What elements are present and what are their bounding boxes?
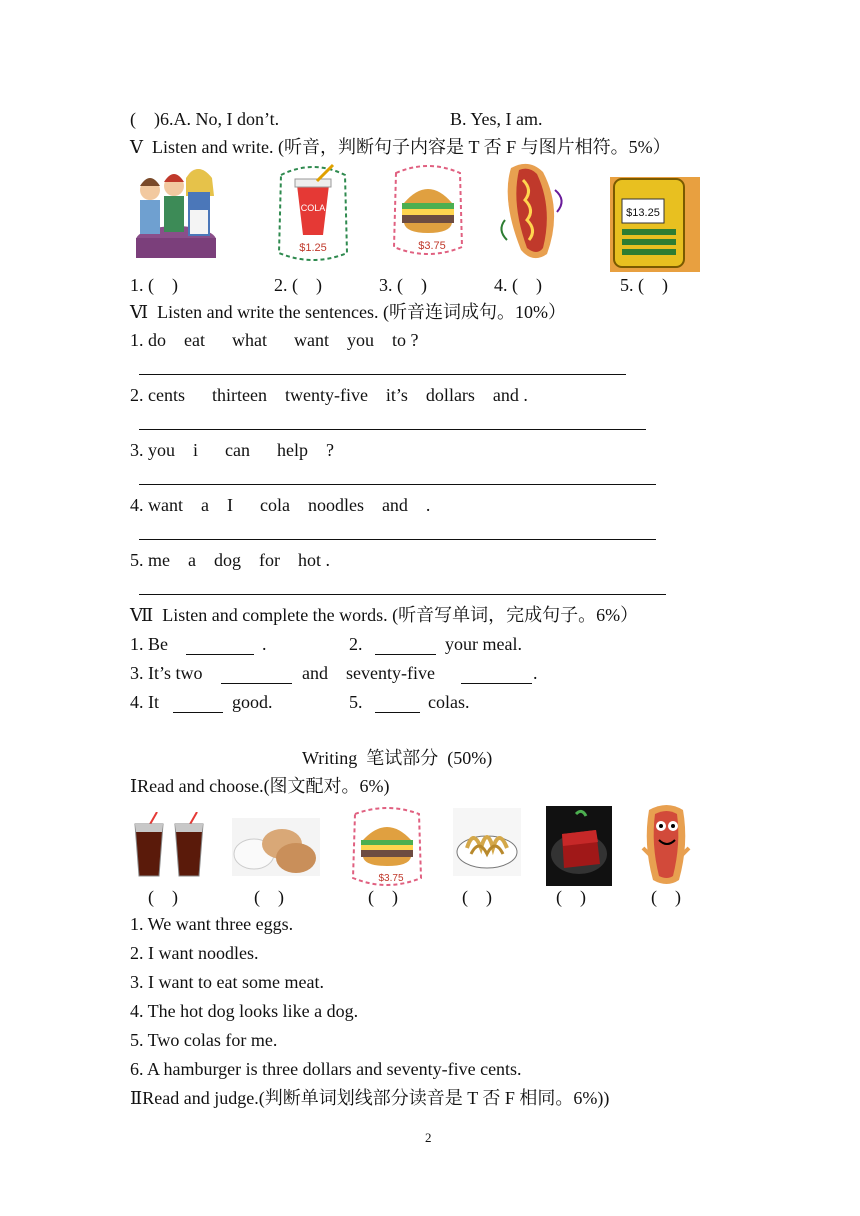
hamburger-price-label: $3.75 [418,240,446,252]
meat-image [546,806,612,886]
hotdog-character-image [639,800,693,888]
sectionI-bracket-5: ( ) [556,887,586,907]
section5-item-1: 1. ( ) [130,275,178,295]
hotdog-image [493,160,573,268]
s7-item3-mid: and seventy-five [302,663,435,683]
sectionI-bracket-6: ( ) [651,887,681,907]
s7-item5-end: colas. [428,692,470,712]
s7-item1-end: . [262,634,267,654]
sectionI-item-6: 6. A hamburger is three dollars and seventy-five cents. [130,1059,522,1079]
section5-item-4: 4. ( ) [494,275,542,295]
cola-can-label: COLA [300,203,326,213]
section6-item-4: 4. want a I cola noodles and . [130,495,431,515]
section6-item-3: 3. you i can help ? [130,440,334,460]
writing-heading: Writing 笔试部分 (50%) [302,748,493,768]
s7-item1-text: 1. Be [130,634,168,654]
hamburger-choice-price: $3.75 [378,873,404,884]
sectionI-item-1: 1. We want three eggs. [130,914,294,934]
hamburger-price-image [390,163,466,259]
sectionI-bracket-1: ( ) [148,887,178,907]
section7-title: Ⅶ Listen and complete the words. (听音写单词，完成句子。6%） [130,605,639,625]
two-colas-image [131,812,211,880]
s7-item2-text: 2. [349,634,363,654]
sectionI-item-2: 2. I want noodles. [130,943,259,963]
s7-blank-1[interactable] [186,654,254,655]
people-at-table-image [130,160,222,258]
section6-item-2: 2. cents thirteen twenty-five it’s dollars and . [130,385,528,405]
answer-line-2[interactable] [139,429,646,430]
answer-line-1[interactable] [139,374,626,375]
sectionI-bracket-4: ( ) [462,887,492,907]
cola-price-label: $1.25 [299,242,327,254]
s7-blank-6[interactable] [375,712,420,713]
answer-line-4[interactable] [139,539,656,540]
cash-register-price-image [610,177,700,272]
s7-item3-text: 3. It’s two [130,663,203,683]
section5-item-2: 2. ( ) [274,275,322,295]
hamburger-choice-image [349,806,425,888]
page-number: 2 [425,1130,432,1145]
noodles-image [453,808,521,876]
sectionI-item-5: 5. Two colas for me. [130,1030,278,1050]
register-price-label: $13.25 [626,207,660,219]
s7-blank-4[interactable] [461,683,532,684]
eggs-image [232,818,320,876]
q6-option-b: B. Yes, I am. [450,109,543,129]
section5-item-3: 3. ( ) [379,275,427,295]
section6-item-5: 5. me a dog for hot . [130,550,330,570]
section5-title: Ⅴ Listen and write. (听音，判断句子内容是 T 否 F 与图片相符。5%） [130,137,671,157]
s7-item4-end: good. [232,692,273,712]
answer-line-3[interactable] [139,484,656,485]
s7-blank-2[interactable] [375,654,436,655]
sectionI-item-4: 4. The hot dog looks like a dog. [130,1001,359,1021]
sectionI-title: ⅠRead and choose.(图文配对。6%) [130,776,390,796]
sectionII-title: ⅡRead and judge.(判断单词划线部分读音是 T 否 F 相同。6%)) [130,1088,610,1108]
s7-item2-end: your meal. [445,634,522,654]
sectionI-bracket-3: ( ) [368,887,398,907]
section5-item-5: 5. ( ) [620,275,668,295]
sectionI-bracket-2: ( ) [254,887,284,907]
section6-title: Ⅵ Listen and write the sentences. (听音连词成句。10%） [130,302,567,322]
s7-item5-text: 5. [349,692,363,712]
s7-blank-5[interactable] [173,712,223,713]
sectionI-item-3: 3. I want to eat some meat. [130,972,324,992]
s7-item4-text: 4. It [130,692,159,712]
answer-line-5[interactable] [139,594,666,595]
cola-price-image [273,163,353,263]
s7-item3-end: . [533,663,538,683]
q6-question: ( )6.A. No, I don’t. [130,109,280,129]
s7-blank-3[interactable] [221,683,292,684]
section6-item-1: 1. do eat what want you to ? [130,330,419,350]
